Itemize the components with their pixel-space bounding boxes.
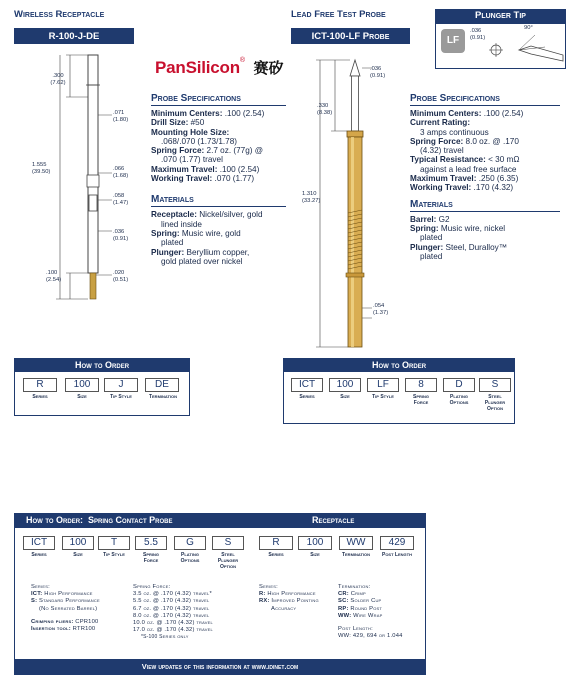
- order-label: Series: [299, 394, 315, 400]
- spec-line: Drill Size: #50: [151, 118, 205, 128]
- spec-line: Spring Force: 8.0 oz. @ .170: [410, 136, 519, 146]
- order-label: Post Length: [381, 552, 412, 558]
- material-line: plated: [161, 238, 184, 248]
- order-box-series: ICT: [291, 378, 323, 392]
- order-box-size: 100: [329, 378, 361, 392]
- plunger-tip-banner: Plunger Tip: [435, 9, 566, 23]
- material-line: gold plated over nickel: [161, 256, 243, 266]
- right-specs: [410, 93, 560, 261]
- left-section-title: Wireless Receptacle: [14, 9, 105, 20]
- order-label: Spring Force: [412, 394, 429, 406]
- brand-reg: ®: [239, 57, 246, 64]
- spec-line: Minimum Centers: .100 (2.54): [410, 109, 524, 118]
- spec-line: Working Travel: .070 (1.77): [151, 174, 255, 184]
- spring-force-note: *S-100 Series only: [141, 634, 189, 641]
- dim-label: .300 (7.62): [50, 73, 66, 87]
- spring-force-block: Spring Force: 3.5 oz. @ .170 (4.32) travel* 5.5 oz. @ .170 (4.32) travel 6.7 oz. @ .170 (4.32) travel 8.0 oz. @ .170 (4.32) travel 10.0 oz. @ .170 (4.32) travel 17.0 oz. @ .170 (4.32) travel *S-100 Series only: [133, 584, 253, 642]
- spec-line: Maximum Travel: .250 (6.35): [410, 174, 519, 184]
- material-line: plated: [420, 251, 443, 261]
- spec-line: Minimum Centers: .100 (2.54): [151, 109, 265, 118]
- spring-force-line: 5.5 oz. @ .170 (4.32) travel: [133, 598, 210, 605]
- dim-label: .066 (1.68): [113, 166, 129, 180]
- spring-force-line: 3.5 oz. @ .170 (4.32) travel*: [133, 591, 212, 598]
- order-label: Series: [31, 552, 47, 558]
- order-box-plating: D: [443, 378, 475, 392]
- spring-force-line: 10.0 oz. @ .170 (4.32) travel: [133, 620, 213, 627]
- plunger-tip-code: LF: [441, 29, 465, 53]
- order-box-spring: 5.5: [135, 536, 167, 550]
- dim-label: .054 (1.37): [373, 303, 389, 317]
- order-box-termination: DE: [145, 378, 179, 392]
- order-label: Size: [77, 394, 87, 400]
- order-label: Tip Style: [103, 552, 125, 558]
- order-label: Steel Plunger Option: [217, 552, 239, 570]
- order-box-series: R: [23, 378, 57, 392]
- order-label: Series: [268, 552, 284, 558]
- order-label: Size: [340, 394, 350, 400]
- order-label: Steel Plunger Option: [484, 394, 506, 412]
- termination-block: Termination: CR: Crimp SC: Solder Cup RP: Round Post WW: Wire Wrap Post Length: WW: 429, 694 or 1.044: [338, 584, 403, 640]
- brand-logo: [155, 57, 284, 78]
- material-line: Spring: Music wire, nickel: [410, 223, 506, 233]
- order-label: Spring Force: [142, 552, 159, 564]
- left-materials-title: Materials: [151, 194, 286, 207]
- spring-order-title: How to Order: Spring Contact Probe: [26, 515, 173, 525]
- order-box-tip: J: [104, 378, 138, 392]
- brand-name: PanSilicon: [155, 58, 240, 77]
- order-box-tip: LF: [367, 378, 399, 392]
- order-box-spring: 8: [405, 378, 437, 392]
- order-box-termination: WW: [339, 536, 373, 550]
- spec-line: Mounting Hole Size:: [151, 127, 230, 137]
- order-box-series: R: [259, 536, 293, 550]
- dim-label: 1.555 (39.50): [32, 162, 51, 176]
- spring-force-line: 17.0 oz. @ .170 (4.32) travel: [133, 627, 213, 634]
- center-section-title: Lead Free Test Probe: [291, 9, 386, 20]
- material-line: Barrel: G2: [410, 214, 450, 224]
- dim-label: .036 (0.91): [113, 229, 129, 243]
- spec-line: Spring Force: 2.7 oz. (77g) @: [151, 146, 264, 156]
- material-line: plated: [420, 233, 443, 243]
- right-specs-title: Probe Specifications: [410, 93, 560, 106]
- center-order-title: How to Order: [284, 359, 514, 372]
- center-model-banner: ICT-100-LF Probe: [291, 29, 410, 44]
- spring-force-line: 6.7 oz. @ .170 (4.32) travel: [133, 605, 210, 612]
- order-label: Size: [310, 552, 320, 558]
- order-box-size: 100: [62, 536, 94, 550]
- dim-label: .058 (1.47): [113, 193, 129, 207]
- order-label: Tip Style: [110, 394, 132, 400]
- spec-line: against a lead free surface: [420, 164, 517, 174]
- spec-line: Current Rating:: [410, 118, 471, 128]
- brand-cjk: 赛矽: [253, 60, 284, 77]
- order-box-tip: T: [98, 536, 130, 550]
- order-label: Size: [73, 552, 83, 558]
- order-label: Plating Options: [449, 394, 469, 406]
- left-model-banner: R-100-J-DE: [14, 29, 134, 44]
- material-line: Plunger: Steel, Duralloy™: [410, 242, 507, 252]
- order-box-plating: G: [174, 536, 206, 550]
- order-box-size: 100: [298, 536, 332, 550]
- right-materials-title: Materials: [410, 199, 560, 212]
- order-label: Termination: [341, 552, 371, 558]
- dim-label: .020 (0.51): [113, 270, 129, 284]
- order-box-post-length: 429: [380, 536, 414, 550]
- order-label: Tip Style: [372, 394, 394, 400]
- material-line: Spring: Music wire, gold: [151, 228, 241, 238]
- material-line: Receptacle: Nickel/silver, gold: [151, 210, 263, 220]
- dim-label: 1.310 (33.27): [302, 191, 321, 205]
- spring-force-line: 8.0 oz. @ .170 (4.32) travel: [133, 612, 210, 619]
- material-line: lined inside: [161, 219, 202, 229]
- receptacle-order-title: Receptacle: [312, 515, 355, 525]
- dim-label: .036 (0.91): [370, 66, 386, 80]
- spec-line: Typical Resistance: < 30 mΩ: [410, 155, 520, 165]
- order-label: Plating Options: [180, 552, 200, 564]
- order-box-steel: S: [212, 536, 244, 550]
- order-label: Series: [32, 394, 48, 400]
- spec-line: (4.32) travel: [420, 146, 464, 156]
- series-block: Series: ICT: High Performance S: Standard Performance (No Serrated Barrel) Crimping pliers: CPR100 Insertion tool: RTR100: [31, 584, 100, 633]
- material-line: Plunger: Beryllium copper,: [151, 247, 250, 257]
- dim-label: .100 (2.54): [46, 270, 62, 284]
- plunger-tip-dim: .036 (0.91): [470, 28, 486, 42]
- footer-banner: View updates of this information at www.idinet.com: [14, 659, 426, 675]
- order-box-size: 100: [65, 378, 99, 392]
- left-specs-title: Probe Specifications: [151, 93, 286, 106]
- plunger-tip-angle: 90°: [524, 25, 533, 31]
- spec-line: .068/.070 (1.73/1.78): [161, 136, 238, 146]
- left-specs: [151, 93, 286, 266]
- left-order-title: How to Order: [15, 359, 189, 372]
- spec-line: Working Travel: .170 (4.32): [410, 183, 514, 193]
- dim-label: .071 (1.80): [113, 110, 129, 124]
- spec-line: .070 (1.77) travel: [161, 155, 223, 165]
- order-box-series: ICT: [23, 536, 55, 550]
- dim-label: .330 (8.38): [317, 103, 333, 117]
- order-box-steel: S: [479, 378, 511, 392]
- rec-series-block: Series: R: High Performance RX: Improved Pointing Accuracy: [259, 584, 319, 612]
- spec-line: 3 amps continuous: [420, 127, 489, 137]
- order-label: Termination: [148, 394, 178, 400]
- spec-line: Maximum Travel: .100 (2.54): [151, 164, 260, 174]
